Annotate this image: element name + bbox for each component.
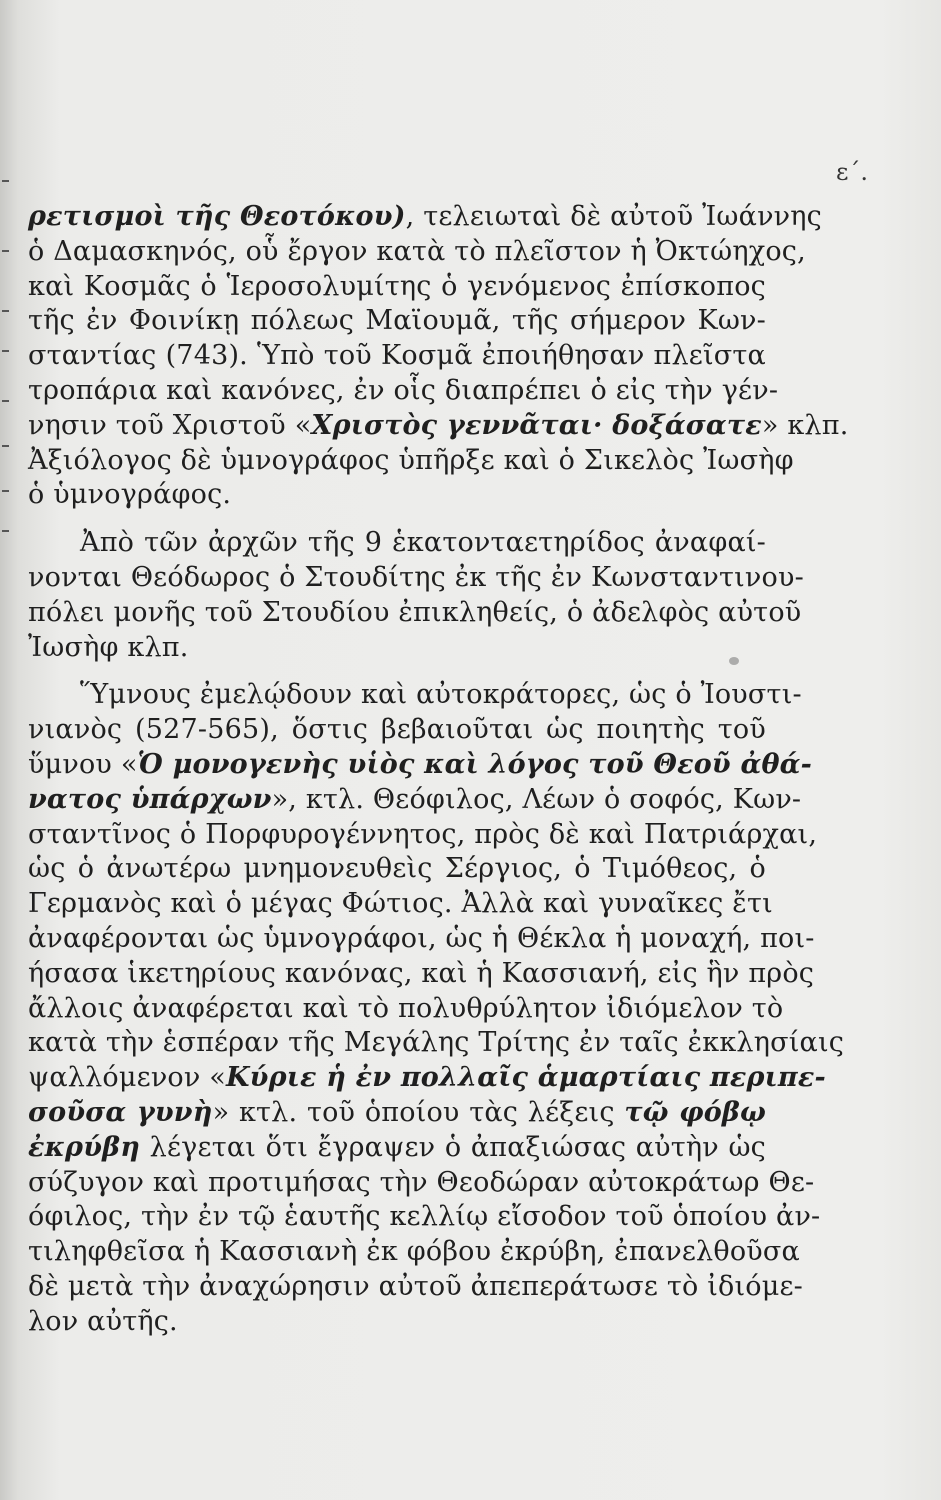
emphasized-quote: σοῦσα γυνὴ [28, 1096, 213, 1128]
text-line [28, 1026, 845, 1061]
text-run: , τελειωταὶ δὲ αὐτοῦ Ἰωάννης [405, 201, 822, 232]
text-run: ψαλλόμενον « [28, 1062, 227, 1094]
text-line [28, 409, 849, 444]
text-line [28, 678, 802, 713]
text-line [28, 922, 815, 957]
emphasized-quote: ἐκρύβη [28, 1131, 141, 1163]
paragraph-gap [28, 513, 766, 526]
text-line [28, 478, 766, 513]
text-line [28, 1096, 766, 1131]
text-run: λέγεται ὅτι ἔγραψεν ὁ ἀπαξιώσας αὐτὴν ὡς [140, 1131, 766, 1163]
text-line [28, 444, 794, 479]
text-line [28, 1131, 766, 1166]
text-line [28, 783, 802, 818]
ink-smudge [729, 657, 739, 665]
text-run: λον αὐτῆς. [28, 1305, 178, 1337]
text-run: Ἀπὸ τῶν ἀρχῶν τῆς 9 ἑκατονταετηρίδος ἀναφαί- [80, 527, 766, 559]
text-line [28, 374, 779, 409]
paragraph [28, 526, 804, 665]
emphasized-quote: Κύριε ἡ ἐν πολλαῖς ἁμαρτίαις περιπε- [226, 1062, 826, 1094]
text-line [28, 1166, 815, 1201]
text-run: σταντῖνος ὁ Πορφυρογέννητος, πρὸς δὲ καὶ Πατριάρχαι, [28, 818, 818, 850]
text-line [28, 852, 766, 887]
text-line [28, 887, 773, 922]
text-run: δὲ μετὰ τὴν ἀναχώρησιν αὐτοῦ ἀπεπεράτωσε τὸ ἰδιόμε- [28, 1270, 803, 1302]
text-line [28, 748, 813, 783]
paragraph [28, 678, 845, 1339]
emphasized-quote: νατος ὑπάρχων [28, 783, 272, 815]
text-run: ὁ Δαμασκηνός, οὗ ἔργον κατὰ τὸ πλεῖστον ἡ Ὀκτώηχος, [28, 235, 806, 267]
binding-edge [0, 160, 14, 560]
text-line [28, 1270, 803, 1305]
text-line [28, 1200, 821, 1235]
text-run: » κλπ. [761, 409, 849, 441]
text-run: τῆς ἐν Φοινίκῃ πόλεως Μαϊουμᾶ, τῆς σήμερον Κων- [28, 305, 766, 337]
text-line [28, 1235, 800, 1270]
text-run: νησιν τοῦ Χριστοῦ « [28, 409, 312, 441]
text-run: σταντίας (743). Ὑπὸ τοῦ Κοσμᾶ ἐποιήθησαν πλεῖστα [28, 340, 766, 372]
text-line [28, 304, 766, 339]
text-line [28, 270, 766, 305]
text-line [28, 818, 818, 853]
emphasized-quote: Χριστὸς γεννᾶται· δοξάσατε [311, 409, 762, 441]
emphasized-quote: Ὁ μονογενὴς υἱὸς καὶ λόγος τοῦ Θεοῦ ἀθά- [137, 748, 813, 780]
text-line [28, 1061, 826, 1096]
text-run: » κτλ. τοῦ ὁποίου τὰς λέξεις [212, 1096, 625, 1128]
text-line [28, 596, 802, 631]
text-run: Γερμανὸς καὶ ὁ μέγας Φώτιος. Ἀλλὰ καὶ γυναῖκες ἔτι [28, 888, 773, 920]
text-run: ἄλλοις ἀναφέρεται καὶ τὸ πολυθρύλητον ἰδιόμελον τὸ [28, 992, 784, 1024]
text-line [28, 957, 815, 992]
text-run: Ἀξιόλογος δὲ ὑμνογράφος ὑπῆρξε καὶ ὁ Σικελὸς Ἰωσὴφ [28, 444, 794, 476]
text-run: τροπάρια καὶ κανόνες, ἐν οἷς διαπρέπει ὁ εἰς τὴν γέν- [28, 374, 779, 406]
text-run: νιανὸς (527-565), ὅστις βεβαιοῦται ὡς ποιητὴς τοῦ [28, 714, 766, 746]
text-run: όφιλος, τὴν ἐν τῷ ἑαυτῆς κελλίῳ εἴσοδον τοῦ ὁποίου ἀν- [28, 1201, 821, 1233]
text-run: νονται Θεόδωρος ὁ Στουδίτης ἐκ τῆς ἐν Κωνσταντινου- [28, 561, 804, 593]
text-run: σύζυγον καὶ προτιμήσας τὴν Θεοδώραν αὐτοκράτωρ Θε- [28, 1166, 815, 1198]
body-text [28, 200, 849, 1340]
text-run: Ὕμνους ἐμελῴδουν καὶ αὐτοκράτορες, ὡς ὁ Ἰουστι- [80, 679, 802, 711]
text-line [28, 200, 822, 235]
page-number: ε΄. [836, 158, 869, 186]
text-run: ὡς ὁ ἀνωτέρω μνημονευθεὶς Σέργιος, ὁ Τιμόθεος, ὁ [28, 853, 766, 885]
text-line [28, 992, 784, 1027]
text-run: κατὰ τὴν ἑσπέραν τῆς Μεγάλης Τρίτης ἐν ταῖς ἐκκλησίαις [28, 1027, 845, 1059]
text-run: ἀναφέρονται ὡς ὑμνογράφοι, ὡς ἡ Θέκλα ἡ μοναχή, ποι- [28, 922, 815, 954]
text-line [28, 339, 766, 374]
text-line [28, 713, 766, 748]
text-run: πόλει μονῆς τοῦ Στουδίου ἐπικληθείς, ὁ ἀδελφὸς αὐτοῦ [28, 596, 802, 628]
text-line [28, 631, 766, 666]
text-run: ὁ ὑμνογράφος. [28, 479, 232, 511]
paragraph [28, 200, 849, 513]
text-line [28, 561, 804, 596]
emphasized-quote: τῷ φόβῳ [624, 1096, 766, 1128]
paragraph-gap [28, 665, 766, 678]
text-run: καὶ Κοσμᾶς ὁ Ἱεροσολυμίτης ὁ γενόμενος ἐπίσκοπος [28, 270, 766, 302]
text-run: ήσασα ἱκετηρίους κανόνας, καὶ ἡ Κασσιανή, εἰς ἣν πρὸς [28, 957, 815, 989]
text-line [28, 1305, 766, 1340]
text-line [28, 526, 766, 561]
text-run: », κτλ. Θεόφιλος, Λέων ὁ σοφός, Κων- [271, 783, 802, 815]
text-run: ὕμνου « [28, 748, 138, 780]
emphasized-quote: ρετισμοὶ τῆς Θεοτόκου) [28, 201, 406, 232]
text-run: Ἰωσὴφ κλπ. [28, 631, 189, 663]
text-line [28, 235, 806, 270]
text-run: τιληφθεῖσα ἡ Κασσιανὴ ἐκ φόβου ἐκρύβη, ἐπανελθοῦσα [28, 1236, 800, 1268]
